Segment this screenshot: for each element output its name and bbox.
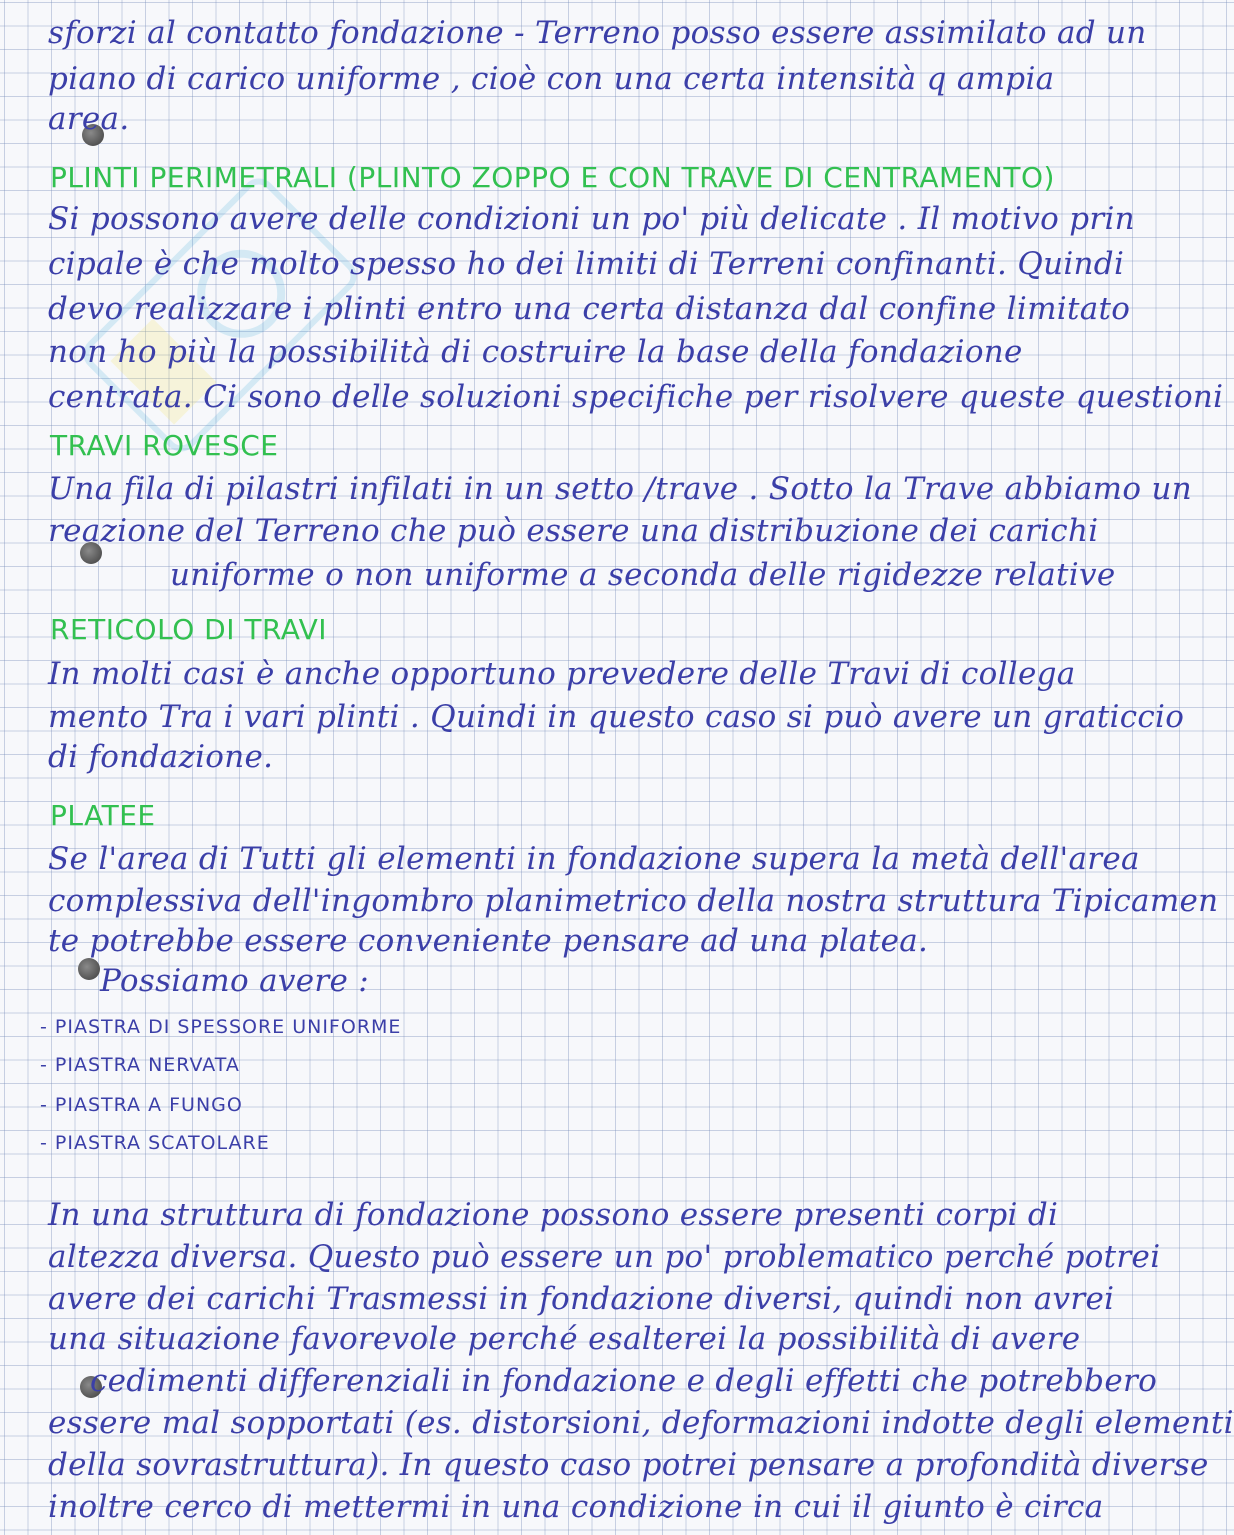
text-line: non ho più la possibilità di costruire la base della fondazione — [48, 334, 1023, 370]
text-line: complessiva dell'ingombro planimetrico della nostra struttura Tipicamen — [48, 883, 1219, 919]
text-line: essere mal sopportati (es. distorsioni, deformazioni indotte degli elementi — [48, 1405, 1234, 1441]
text-line: reazione del Terreno che può essere una distribuzione dei carichi — [48, 513, 1099, 549]
section-heading: RETICOLO DI TRAVI — [50, 613, 328, 646]
text-line: te potrebbe essere conveniente pensare ad una platea. — [48, 923, 929, 959]
section-heading: PLINTI PERIMETRALI (PLINTO ZOPPO E CON TRAVE DI CENTRAMENTO) — [50, 161, 1055, 194]
text-line: devo realizzare i plinti entro una certa distanza dal confine limitato — [48, 291, 1131, 327]
list-item: - PIASTRA DI SPESSORE UNIFORME — [40, 1016, 402, 1038]
text-line: una situazione favorevole perché esalterei la possibilità di avere — [48, 1321, 1081, 1357]
text-line: Una fila di pilastri infilati in un setto /trave . Sotto la Trave abbiamo un — [48, 471, 1192, 507]
text-line: altezza diversa. Questo può essere un po' problematico perché potrei — [48, 1239, 1161, 1275]
text-line: In una struttura di fondazione possono essere presenti corpi di — [48, 1197, 1059, 1233]
text-line: Si possono avere delle condizioni un po' più delicate . Il motivo prin — [48, 201, 1135, 237]
text-line: area. — [48, 101, 130, 137]
punch-hole — [78, 958, 100, 980]
text-line: uniforme o non uniforme a seconda delle rigidezze relative — [170, 557, 1116, 593]
section-heading: TRAVI ROVESCE — [50, 429, 279, 462]
text-line: piano di carico uniforme , cioè con una certa intensità q ampia — [48, 61, 1055, 97]
text-line: avere dei carichi Trasmessi in fondazione diversi, quindi non avrei — [48, 1281, 1115, 1317]
text-line: centrata. Ci sono delle soluzioni specifiche per risolvere queste questioni — [48, 379, 1224, 415]
text-line: Se l'area di Tutti gli elementi in fondazione supera la metà dell'area — [48, 841, 1140, 877]
text-line: inoltre cerco di mettermi in una condizione in cui il giunto è circa — [48, 1489, 1104, 1525]
text-line: cipale è che molto spesso ho dei limiti di Terreni confinanti. Quindi — [48, 246, 1125, 282]
section-heading: PLATEE — [50, 799, 156, 832]
text-line: di fondazione. — [48, 739, 274, 775]
text-line: Possiamo avere : — [100, 963, 369, 999]
list-item: - PIASTRA NERVATA — [40, 1054, 240, 1076]
text-line: mento Tra i vari plinti . Quindi in questo caso si può avere un graticcio — [48, 699, 1185, 735]
text-line: della sovrastruttura). In questo caso potrei pensare a profondità diverse — [48, 1447, 1209, 1483]
text-line: sforzi al contatto fondazione - Terreno posso essere assimilato ad un — [48, 15, 1147, 51]
list-item: - PIASTRA A FUNGO — [40, 1094, 243, 1116]
text-line: cedimenti differenziali in fondazione e degli effetti che potrebbero — [90, 1363, 1158, 1399]
text-line: In molti casi è anche opportuno prevedere delle Travi di collega — [48, 656, 1076, 692]
list-item: - PIASTRA SCATOLARE — [40, 1132, 270, 1154]
